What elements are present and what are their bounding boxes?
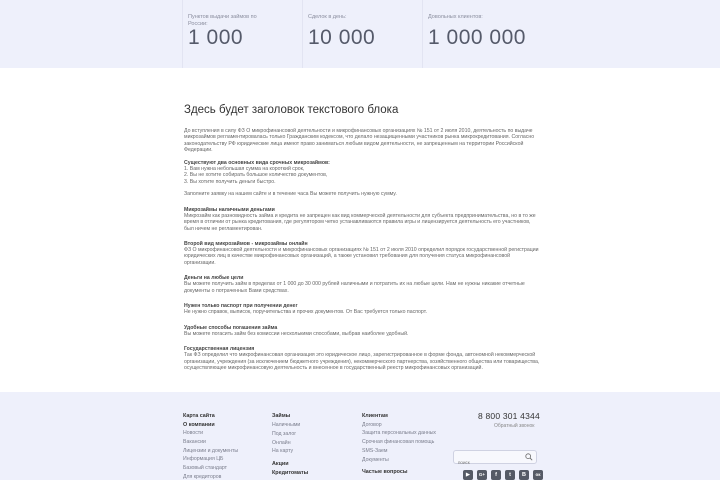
twitter-icon[interactable]: t (505, 470, 515, 480)
footer (0, 392, 720, 480)
footer-link-sitemap[interactable]: Карта сайта (183, 413, 215, 419)
footer-link-loans[interactable]: Займы (272, 413, 291, 419)
stats-band (0, 0, 720, 68)
footer-col-clients (362, 412, 436, 477)
section-title: Деньги на любые цели (184, 275, 244, 282)
social-links (463, 470, 543, 480)
section-text: Не нужно справок, выписок, поручительства и прочих документов. От Вас требуется только паспорт. (184, 309, 427, 316)
section-text: Микрозайм как разновидность займа и кредита не запрещен как вид коммерческой деятельности для субъекта предпринимательства, но в то же время в отличии от рынка кредитования, где регулятором четко устанавливаются правила игры и лицензируется деятельность его участников, был ничем не регламентирован. (184, 212, 536, 232)
footer-link[interactable]: Срочная финансовая помощь (362, 439, 435, 446)
callback-link[interactable]: Обратный звонок (494, 423, 535, 429)
odnoklassniki-icon[interactable]: ок (533, 470, 543, 480)
section-text: Вы можете погасить займ без комиссии несколькими способами, выбрав наиболее удобный. (184, 330, 409, 337)
search-box (453, 450, 537, 464)
section-text: ФЗ О микрофинансовой деятельности и микрофинансовых организациях № 151 от 2 июля 2010 определил порядок государственной регистрации юридических лиц в качестве микрофинансовых организаций, а также установил требования для получения статуса микрофинансовой организации. (184, 247, 539, 266)
types-item: 3. Вы хотите получить деньги быстро. (184, 178, 276, 185)
footer-link[interactable]: Для кредиторов (183, 473, 222, 480)
footer-link-about[interactable]: О компании (183, 421, 215, 428)
footer-link-promotions[interactable]: Акции (272, 461, 289, 468)
footer-link-clients[interactable]: Клиентам (362, 413, 388, 419)
section-title: Государственная лицензия (184, 346, 255, 353)
stat-value: 1 000 (188, 26, 244, 49)
stat-value: 1 000 000 (428, 26, 526, 49)
stat-label: Довольных клиентов: (428, 14, 483, 20)
section-title: Нужен только паспорт при получении денег (184, 302, 298, 309)
footer-link[interactable]: Наличными (272, 422, 301, 428)
phone-number[interactable]: 8 800 301 4344 (478, 411, 540, 421)
stat-clients (422, 0, 552, 68)
stat-points (182, 0, 302, 68)
intro-paragraph: До вступления в силу ФЗ О микрофинансовой деятельности и микрофинансовых организациях № 151 от 2 июля 2010, деятельность по выдаче микрозаймов регламентировалась только Гражданским кодексом, что делало незащищенными участников рынка микрокредитования. Согласно законодательству РФ юридические лица имеют право заниматься любым видом деятельности, не запрещенным на территории Российской Федерации. (184, 128, 535, 153)
footer-col-sitemap (183, 412, 238, 480)
stat-label: Сделок в день: (308, 14, 347, 20)
footer-link[interactable]: Информация ЦБ (183, 456, 224, 463)
stat-deals (302, 0, 422, 68)
text-block (184, 104, 540, 378)
section-title: Второй вид микрозаймов - микрозаймы онлайн (184, 240, 308, 247)
facebook-icon[interactable]: f (491, 470, 501, 480)
footer-link[interactable]: Документы (362, 456, 389, 463)
footer-link[interactable]: Вакансии (183, 438, 206, 445)
vk-icon[interactable]: B (519, 470, 529, 480)
cta-paragraph: Заполните заявку на нашем сайте и в течение часа Вы можете получить нужную сумму. (184, 191, 397, 198)
types-item: 2. Вы не хотите собирать большое количество документов, (184, 172, 328, 179)
section-title: Микрозаймы наличными деньгами (184, 206, 275, 213)
section-text: Так ФЗ определил что микрофинансовая организация это юридическое лицо, зарегистрированное в форме фонда, автономной некоммерческой организации, учреждения (за исключением бюджетного учреждения), некоммерческого партнерства, хозяйственного общества или товарищества, осуществляющее микрофинансовую деятельность и внесенное в государственный реестр микрофинансовых организаций. (184, 352, 540, 372)
section-title: Удобные способы погашения займа (184, 324, 278, 331)
footer-link[interactable]: SMS-Заем (362, 447, 388, 454)
stat-value: 10 000 (308, 26, 376, 49)
footer-link[interactable]: Договор (362, 421, 382, 428)
footer-link[interactable]: Новости (183, 430, 204, 436)
types-title: Существуют два основных вида срочных микрозаймов: (184, 159, 330, 166)
search-icon[interactable] (525, 453, 533, 461)
footer-link-atms[interactable]: Кредитоматы (272, 469, 309, 476)
types-item: 1. Вам нужна небольшая сумма на короткий срок, (184, 165, 305, 172)
google-plus-icon[interactable]: G+ (477, 470, 487, 480)
footer-link[interactable]: На карту (272, 448, 294, 455)
footer-link[interactable]: Базовый стандарт (183, 465, 227, 472)
stat-label: Пунктов выдачи займов по России: (188, 14, 257, 27)
search-input[interactable] (454, 457, 524, 469)
footer-link[interactable]: Лицензии и документы (183, 447, 239, 454)
section-text: Вы можете получить займ в пределах от 1 000 до 30 000 рублей наличными и потратить их на любые цели. Нам не нужны никакие отчетные документы о потраченных Вами средствах. (184, 281, 525, 294)
footer-link[interactable]: Под залог (272, 430, 297, 437)
footer-link[interactable]: Защита персональных данных (362, 430, 437, 437)
youtube-icon[interactable]: ▶ (463, 470, 473, 480)
footer-link[interactable]: Онлайн (272, 439, 291, 446)
page-title: Здесь будет заголовок текстового блока (184, 104, 399, 116)
footer-link-faq[interactable]: Частые вопросы (362, 469, 408, 476)
footer-col-loans (272, 412, 308, 477)
